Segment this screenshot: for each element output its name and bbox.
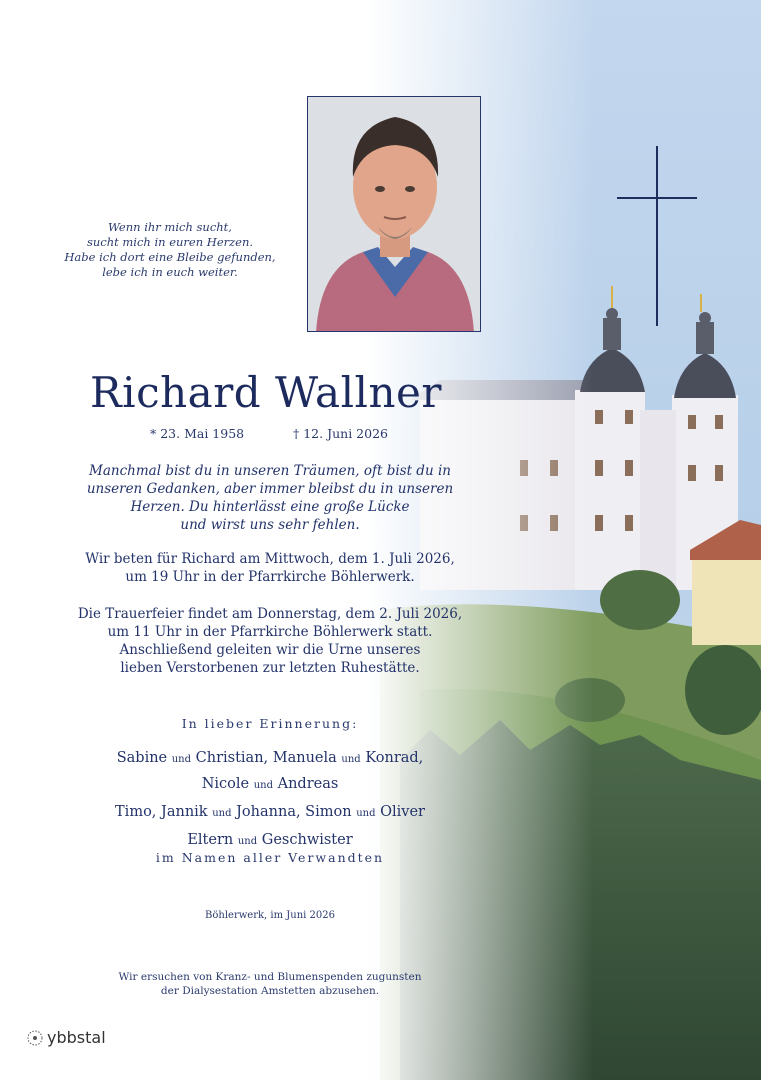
verse-line: unseren Gedanken, aber immer bleibst du in unseren xyxy=(86,481,454,497)
prayer-announcement xyxy=(0,550,540,586)
verse-line: und wirst uns sehr fehlen. xyxy=(180,517,360,533)
verse-line: Herzen. Du hinterlässt eine große Lücke xyxy=(130,499,410,515)
death-date: † 12. Juni 2026 xyxy=(293,426,388,441)
service-line: um 11 Uhr in der Pfarrkirche Böhlerwerk statt. xyxy=(107,624,433,640)
prayer-line: um 19 Uhr in der Pfarrkirche Böhlerwerk. xyxy=(125,569,415,585)
quote-line: lebe ich in euch weiter. xyxy=(102,265,238,279)
donation-request xyxy=(0,970,540,998)
service-line: Die Trauerfeier findet am Donnerstag, dem 2. Juli 2026, xyxy=(77,606,463,622)
memorial-verse xyxy=(0,462,540,534)
ybbstal-logo xyxy=(26,1028,106,1047)
cross-icon xyxy=(617,146,697,326)
birth-date: * 23. Mai 1958 xyxy=(150,426,245,441)
portrait-photo xyxy=(307,96,481,332)
relatives-note: im Namen aller Verwandten xyxy=(155,850,385,865)
memorial-quote xyxy=(60,220,280,280)
prayer-line: Wir beten für Richard am Mittwoch, dem 1. Juli 2026, xyxy=(85,551,455,567)
dandelion-icon xyxy=(26,1029,44,1047)
verse-line: Manchmal bist du in unseren Träumen, oft bist du in xyxy=(89,463,451,479)
service-announcement xyxy=(0,605,540,677)
family-row: Sabine und Christian, Manuela und Konrad, xyxy=(116,750,424,766)
quote-line: Wenn ihr mich sucht, xyxy=(108,220,232,234)
request-line: Wir ersuchen von Kranz- und Blumenspenden zugunsten xyxy=(118,971,422,983)
deceased-name: Richard Wallner xyxy=(90,368,442,417)
quote-line: sucht mich in euren Herzen. xyxy=(86,235,254,249)
service-line: Anschließend geleiten wir die Urne unseres xyxy=(119,642,421,658)
service-line: lieben Verstorbenen zur letzten Ruhestätte. xyxy=(120,660,420,676)
memory-heading: In lieber Erinnerung: xyxy=(181,716,359,731)
place-date: Böhlerwerk, im Juni 2026 xyxy=(205,910,335,921)
family-list xyxy=(0,746,540,854)
logo-text: ybbstal xyxy=(47,1028,106,1047)
family-row: Eltern und Geschwister xyxy=(187,832,353,848)
family-row: Nicole und Andreas xyxy=(201,776,339,792)
quote-line: Habe ich dort eine Bleibe gefunden, xyxy=(64,250,276,264)
family-row: Timo, Jannik und Johanna, Simon und Oliver xyxy=(115,804,425,820)
request-line: der Dialysestation Amstetten abzusehen. xyxy=(160,985,380,997)
